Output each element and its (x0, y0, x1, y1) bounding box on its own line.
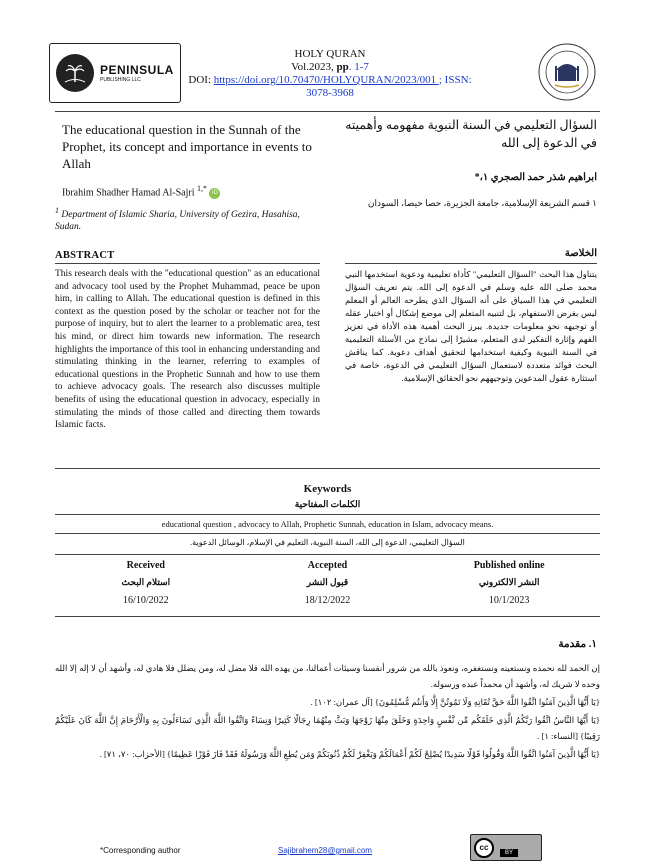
publisher-name: PENINSULA (100, 62, 174, 77)
date-accepted (237, 559, 419, 606)
corresponding-email-link[interactable]: Sajibrahem28@gmail.com (278, 846, 372, 855)
issn-text: ; ISSN: 3078-3968 (306, 74, 472, 99)
pp-label: pp (336, 61, 349, 73)
publisher-sub: PUBLISHING LLC (100, 76, 141, 83)
date-value: 16/10/2022 (123, 595, 169, 606)
abstract-heading: ABSTRACT (55, 250, 115, 261)
pages-text: . 1-7 (348, 61, 369, 73)
abstract-bottom-divider (55, 468, 600, 469)
date-received (55, 559, 237, 606)
doi-line (185, 74, 475, 100)
publisher-logo (49, 43, 181, 103)
keywords-title: Keywords (303, 483, 352, 495)
date-label: Received (126, 560, 165, 571)
section-body (55, 660, 600, 764)
date-label: Published online (473, 560, 545, 571)
corresponding-author-label: *Corresponding author (100, 846, 181, 855)
header-divider (55, 111, 600, 112)
keywords-arabic: السؤال التعليمي، الدعوة إلى الله، السنة النبوية، التعليم في الإسلام، الوسائل الدعوية. (190, 538, 465, 547)
dates-table (55, 554, 600, 617)
abstract-text: This research deals with the "educational question" as an educational and advocacy tool used by the Prophet Muhammad, peace be upon him, in calling to Allah. The educational question is defined in this context as the question posed by the scholar or teacher not for the purpose of inquiry, but to alert the learner to a problematic area, test his mind, or direct him towards new information. The research highlights the importance of this tool in enhancing understanding and stimulating thinking in the learner, referring to examples of educational questions in the Prophetic Sunnah and how to use them to achieve advocacy goals. The research also discusses multiple benefits of using the educational question in advocacy, especially in stimulating the minds of those called and directing them towards Islamic facts. (55, 269, 320, 431)
body-paragraph: {يَا أَيُّهَا الَّذِينَ آمَنُوا اتَّقُوا اللَّهَ وَقُولُوا قَوْلًا سَدِيدًا يُصْلِحْ لَكُمْ أَعْمَالَكُمْ وَيَغْفِرْ لَكُمْ ذُنُوبَكُمْ وَمَن يُطِعِ اللَّهَ وَرَسُولَهُ فَقَدْ فَازَ فَوْزًا عَظِيمًا} [الأحزاب: ٧٠، ٧١] . (99, 749, 600, 759)
author-sup: 1,* (196, 184, 207, 193)
doi-link[interactable]: https://doi.org/10.70470/HOLYQURAN/2023/001 (213, 74, 439, 86)
section-heading: ١. مقدمة (558, 639, 597, 650)
title-english: The educational question in the Sunnah of the Prophet, its concept and importance in events to Allah (62, 122, 312, 171)
abstract-divider (55, 263, 320, 264)
date-label-arabic: قبول النشر (306, 577, 349, 587)
palm-tree-icon (56, 54, 94, 92)
body-paragraph: {يَا أَيُّهَا الَّذِينَ آمَنُوا اتَّقُوا اللَّهَ حَقَّ تُقَاتِهِ وَلَا تَمُوتُنَّ إِلَّا وَأَنتُم مُّسْلِمُونَ} [آل عمران: ١٠٢] . (310, 697, 600, 707)
keywords-block (55, 475, 600, 547)
date-label: Accepted (307, 560, 348, 571)
doi-label: DOI: (188, 74, 214, 86)
affiliation-english (55, 205, 325, 233)
affiliation-text: Department of Islamic Sharia, University of Gezira, Hasahisa, Sudan. (55, 210, 300, 233)
date-value: 10/1/2023 (488, 595, 530, 606)
title-arabic: السؤال التعليمي في السنة النبوية مفهومه وأهميته في الدعوة إلى الله (345, 118, 597, 150)
volume-text: Vol.2023, (291, 61, 337, 73)
date-label-arabic: النشر الالكتروني (478, 577, 540, 587)
keywords-english: educational question , advocacy to Allah, Prophetic Sunnah, education in Islam, advocacy means. (55, 514, 600, 534)
date-value: 18/12/2022 (304, 595, 351, 606)
by-label: BY (500, 849, 518, 857)
affiliation-arabic: ١ قسم الشريعة الإسلامية، جامعة الجزيرة، حصا حيصا، السودان (367, 198, 597, 208)
body-paragraph: {يَا أَيُّهَا النَّاسُ اتَّقُوا رَبَّكُمُ الَّذِي خَلَقَكُم مِّن نَّفْسٍ وَاحِدَةٍ وَخَلَقَ مِنْهَا زَوْجَهَا وَبَثَّ مِنْهُمَا رِجَالًا كَثِيرًا وَنِسَاءً وَاتَّقُوا اللَّهَ الَّذِي تَسَاءَلُونَ بِهِ وَالْأَرْحَامَ إِنَّ اللَّهَ كَانَ عَلَيْكُمْ رَقِيبًا} [النساء: ١] . (55, 715, 600, 741)
abstract-arabic-text: يتناول هذا البحث "السؤال التعليمي" كأداة تعليمية ودعوية استخدمها النبي محمد صلى الله عليه وسلم في الدعوة إلى الله. يتم تعريف السؤال التعليمي في هذا السياق على أنه السؤال الذي يطرحه العالم أو المعلم ليس بغرض الاستفهام، بل لتنبيه المتعلم إلى موضع إشكال أو اختبار عقله أو توجيهه نحو معلومات جديدة. يبرز البحث أهمية هذه الأداة في تعزيز الفهم وإثارة التفكير لدى المتعلم، مشيرًا إلى نماذج من الأسئلة التعليمية في السنة النبوية وكيفية استخدامها لتحقيق أهداف دعوية. كما يناقش البحث فوائد متعددة لاستعمال السؤال التعليمي في الدعوة، خاصة في استثارة عقول المدعوين وتوجيههم نحو الحقائق الإسلامية. (345, 269, 597, 383)
author-arabic: ابراهيم شذر حمد الصجري ١،* (474, 172, 597, 183)
journal-seal-icon (537, 42, 597, 102)
cc-icon: cc (474, 838, 494, 858)
cc-by-license-badge[interactable] (470, 834, 542, 861)
date-label-arabic: استلام البحث (121, 577, 171, 587)
journal-header (185, 48, 475, 100)
affiliation-sup: 1 (55, 206, 59, 215)
body-paragraph: إن الحمد لله نحمده ونستعينه ونستغفره، ونعوذ بالله من شرور أنفسنا وسيئات أعمالنا، من يهده الله فلا مضل له، ومن يضلل فلا هادي له، وأشهد أن لا إله إلا الله وحده لا شريك له، وأشهد أن محمداً عبده ورسوله. (55, 663, 600, 689)
author-english (62, 184, 322, 199)
abstract-arabic-heading: الخلاصة (564, 248, 597, 259)
date-published (418, 559, 600, 606)
journal-name: HOLY QURAN (294, 48, 366, 60)
abstract-arabic-divider (345, 263, 597, 264)
volume-pages (185, 61, 475, 74)
orcid-icon[interactable]: iD (209, 188, 220, 199)
author-name: Ibrahim Shadher Hamad Al-Sajri (62, 187, 197, 199)
keywords-title-arabic: الكلمات المفتاحية (294, 499, 361, 509)
